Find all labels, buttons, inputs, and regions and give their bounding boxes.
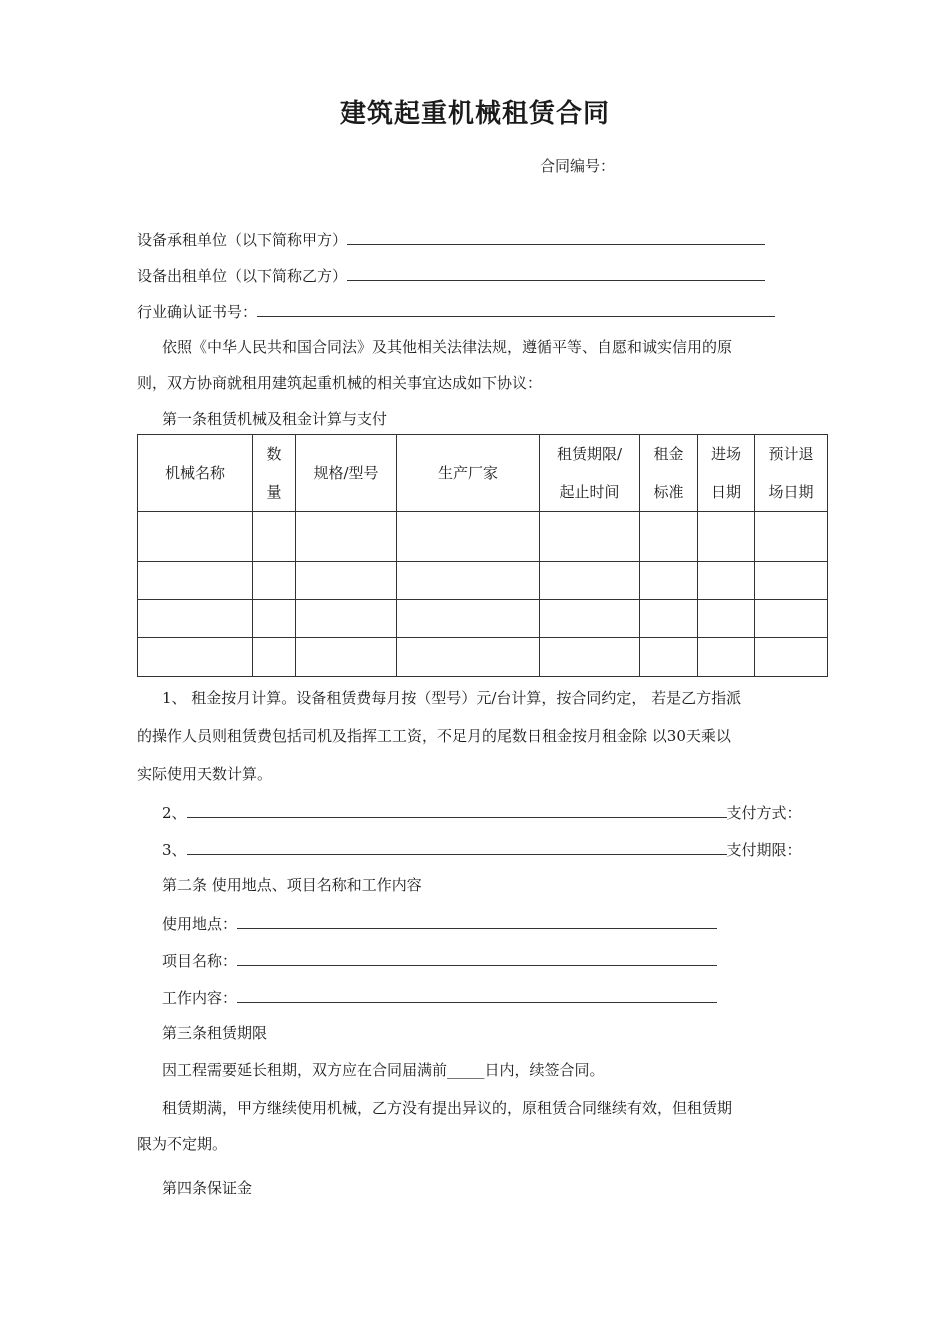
contract-number-label: 合同编号： bbox=[540, 157, 616, 175]
item-1-line-1: 1、 租金按月计算。设备租赁费每月按（型号）元/台计算，按合同约定， 若是乙方指派 bbox=[162, 689, 742, 707]
article-2-title: 第二条 使用地点、项目名称和工作内容 bbox=[162, 876, 422, 894]
table-cell[interactable] bbox=[138, 562, 253, 600]
table-cell[interactable] bbox=[698, 638, 755, 677]
intro-line-2: 则，双方协商就租用建筑起重机械的相关事宜达成如下协议： bbox=[137, 374, 543, 392]
renew-text-2: 日内，续签合同。 bbox=[484, 1061, 605, 1079]
table-cell[interactable] bbox=[397, 512, 540, 562]
item-2-prefix: 2、 bbox=[162, 804, 187, 822]
cert-blank[interactable] bbox=[257, 300, 775, 317]
party-a-label: 设备承租单位（以下简称甲方） bbox=[137, 231, 348, 249]
header-period: 租赁期限/ 起止时间 bbox=[540, 435, 640, 512]
expire-line-1: 租赁期满，甲方继续使用机械，乙方没有提出异议的，原租赁合同继续有效，但租赁期 bbox=[162, 1099, 733, 1117]
renew-line bbox=[162, 1060, 605, 1080]
table-cell[interactable] bbox=[640, 562, 698, 600]
table-cell[interactable] bbox=[755, 512, 828, 562]
project-line bbox=[162, 949, 717, 971]
table-row bbox=[138, 562, 828, 600]
location-line bbox=[162, 912, 717, 934]
header-spec: 规格/型号 bbox=[296, 435, 397, 512]
table-header-row bbox=[138, 435, 828, 512]
cert-line bbox=[137, 300, 775, 322]
item-2-line bbox=[162, 801, 802, 823]
table-cell[interactable] bbox=[296, 638, 397, 677]
renew-days-blank[interactable]: _____ bbox=[447, 1061, 485, 1079]
table-cell[interactable] bbox=[540, 600, 640, 638]
table-cell[interactable] bbox=[253, 638, 296, 677]
rental-equipment-table bbox=[137, 434, 828, 677]
table-cell[interactable] bbox=[138, 638, 253, 677]
table-cell[interactable] bbox=[397, 562, 540, 600]
table-cell[interactable] bbox=[755, 638, 828, 677]
table-cell[interactable] bbox=[397, 638, 540, 677]
table-cell[interactable] bbox=[253, 600, 296, 638]
party-a-blank[interactable] bbox=[347, 228, 765, 245]
expire-line-2: 限为不定期。 bbox=[137, 1135, 228, 1153]
table-cell[interactable] bbox=[698, 512, 755, 562]
table-cell[interactable] bbox=[138, 512, 253, 562]
table-cell[interactable] bbox=[296, 512, 397, 562]
table-cell[interactable] bbox=[296, 600, 397, 638]
table-row bbox=[138, 512, 828, 562]
header-qty: 数 量 bbox=[253, 435, 296, 512]
item-3-blank[interactable] bbox=[187, 838, 727, 855]
header-maker: 生产厂家 bbox=[397, 435, 540, 512]
location-label: 使用地点： bbox=[162, 915, 238, 933]
table-cell[interactable] bbox=[253, 512, 296, 562]
table-cell[interactable] bbox=[640, 600, 698, 638]
table-cell[interactable] bbox=[755, 600, 828, 638]
table-cell[interactable] bbox=[540, 638, 640, 677]
header-rent: 租金 标准 bbox=[640, 435, 698, 512]
article-3-title: 第三条租赁期限 bbox=[162, 1024, 268, 1042]
party-b-blank[interactable] bbox=[347, 264, 765, 281]
table-cell[interactable] bbox=[397, 600, 540, 638]
work-blank[interactable] bbox=[237, 986, 717, 1003]
intro-line-1: 依照《中华人民共和国合同法》及其他相关法律法规，遵循平等、自愿和诚实信用的原 bbox=[162, 338, 733, 356]
header-exit-date: 预计退 场日期 bbox=[755, 435, 828, 512]
project-blank[interactable] bbox=[237, 949, 717, 966]
item-1-line-3: 实际使用天数计算。 bbox=[137, 765, 273, 783]
article-1-title: 第一条租赁机械及租金计算与支付 bbox=[162, 410, 388, 428]
table-row bbox=[138, 600, 828, 638]
party-b-line bbox=[137, 264, 765, 286]
table-row bbox=[138, 638, 828, 677]
header-entry-date: 进场 日期 bbox=[698, 435, 755, 512]
cert-label: 行业确认证书号： bbox=[137, 303, 258, 321]
table-cell[interactable] bbox=[138, 600, 253, 638]
item-2-blank[interactable] bbox=[187, 801, 727, 818]
table-cell[interactable] bbox=[540, 512, 640, 562]
table-cell[interactable] bbox=[640, 512, 698, 562]
renew-text-1: 因工程需要延长租期，双方应在合同届满前 bbox=[162, 1061, 448, 1079]
item-1-line-2: 的操作人员则租赁费包括司机及指挥工工资，不足月的尾数日租金按月租金除 以30天乘以 bbox=[137, 727, 731, 745]
table-cell[interactable] bbox=[253, 562, 296, 600]
payment-deadline-label: 支付期限： bbox=[726, 841, 802, 859]
table-cell[interactable] bbox=[698, 600, 755, 638]
table-cell[interactable] bbox=[640, 638, 698, 677]
location-blank[interactable] bbox=[237, 912, 717, 929]
table-cell[interactable] bbox=[540, 562, 640, 600]
header-name: 机械名称 bbox=[138, 435, 253, 512]
party-b-label: 设备出租单位（以下简称乙方） bbox=[137, 267, 348, 285]
item-3-line bbox=[162, 838, 802, 860]
table-cell[interactable] bbox=[296, 562, 397, 600]
page-title: 建筑起重机械租赁合同 bbox=[339, 99, 610, 129]
table-cell[interactable] bbox=[698, 562, 755, 600]
project-label: 项目名称： bbox=[162, 952, 238, 970]
item-3-prefix: 3、 bbox=[162, 841, 187, 859]
article-4-title: 第四条保证金 bbox=[162, 1179, 253, 1197]
payment-method-label: 支付方式： bbox=[726, 804, 802, 822]
table-cell[interactable] bbox=[755, 562, 828, 600]
work-label: 工作内容： bbox=[162, 989, 238, 1007]
work-line bbox=[162, 986, 717, 1008]
party-a-line bbox=[137, 228, 765, 250]
